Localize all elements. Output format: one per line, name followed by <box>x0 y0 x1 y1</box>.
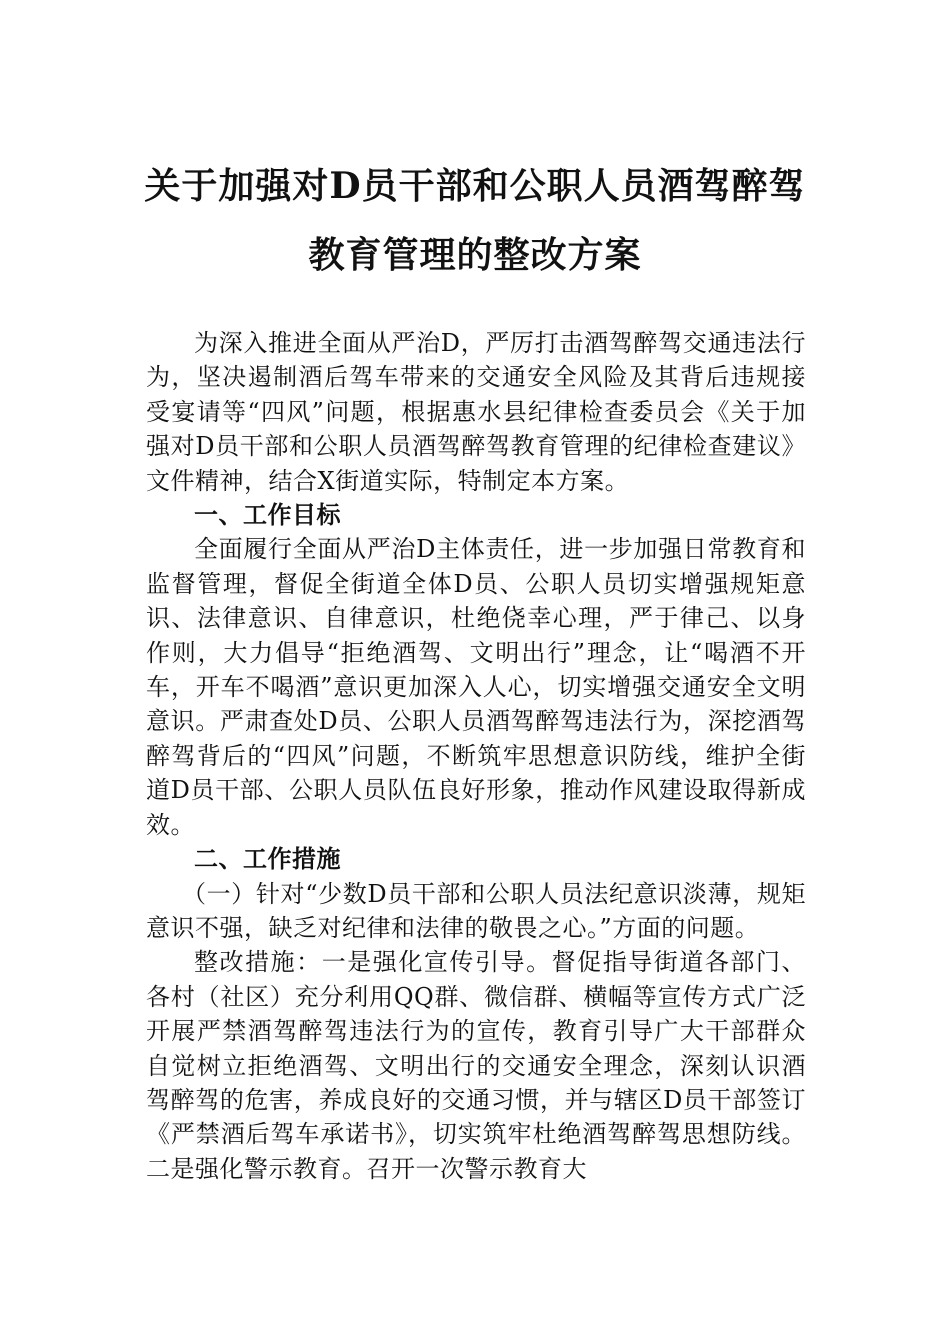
section-heading-measures: 二、工作措施 <box>194 844 341 874</box>
document-title-line-2: 教育管理的整改方案 <box>308 234 642 276</box>
rectification-paragraph: 整改措施：一是强化宣传引导。督促指导街道各部门、各村（社区）充分利用QQ群、微信群、横幅等宣传方式广泛开展严禁酒驾醉驾违法行为的宣传，教育引导广大干部群众自觉树立拒绝酒驾、文明出行的交通安全理念，深刻认识酒驾醉驾的危害，养成良好的交通习惯，并与辖区D员干部签订《严禁酒后驾车承诺书》，切实筑牢杜绝酒驾醉驾思想防线。二是强化警示教育。召开一次警示教育大 <box>146 948 806 1183</box>
section-heading-goals: 一、工作目标 <box>194 500 341 530</box>
measure-item-1: （一）针对“少数D员干部和公职人员法纪意识淡薄，规矩意识不强，缺乏对纪律和法律的敬畏之心。”方面的问题。 <box>146 879 806 942</box>
goals-paragraph: 全面履行全面从严治D主体责任，进一步加强日常教育和监督管理，督促全街道全体D员、公职人员切实增强规矩意识、法律意识、自律意识，杜绝侥幸心理，严于律己、以身作则，大力倡导“拒绝酒驾、文明出行”理念，让“喝酒不开车，开车不喝酒”意识更加深入人心，切实增强交通安全文明意识。严肃查处D员、公职人员酒驾醉驾违法行为，深挖酒驾醉驾背后的“四风”问题，不断筑牢思想意识防线，维护全街道D员干部、公职人员队伍良好形象，推动作风建设取得新成效。 <box>146 535 806 839</box>
document-body <box>146 326 806 1186</box>
document-title-line-1: 关于加强对D员干部和公职人员酒驾醉驾 <box>144 165 806 207</box>
intro-paragraph: 为深入推进全面从严治D，严厉打击酒驾醉驾交通违法行为，坚决遏制酒后驾车带来的交通安全风险及其背后违规接受宴请等“四风”问题，根据惠水县纪律检查委员会《关于加强对D员干部和公职人员酒驾醉驾教育管理的纪律检查建议》文件精神，结合X街道实际，特制定本方案。 <box>146 329 806 495</box>
